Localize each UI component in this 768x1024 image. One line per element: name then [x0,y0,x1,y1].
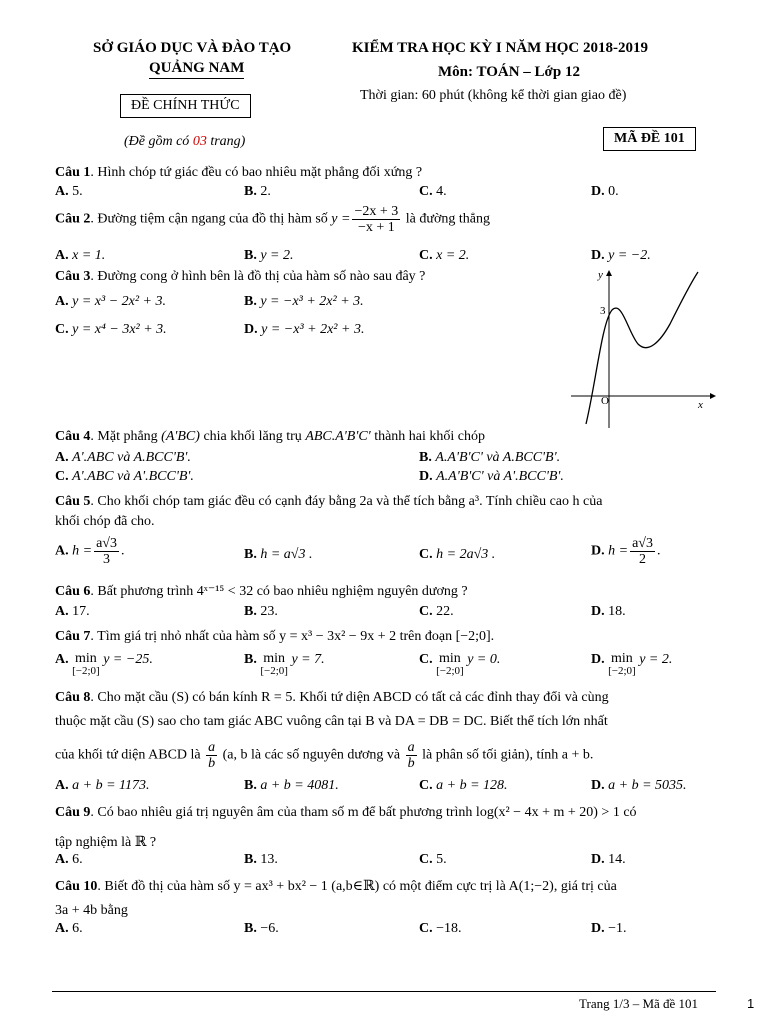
footer-page: Trang 1/3 – Mã đề 101 [579,996,699,1011]
exam-code: MÃ ĐỀ 101 [603,127,696,151]
q4-option-a: A. A'.ABC và A.BCC'B'. [55,450,191,465]
question-10-line1: Câu 10. Biết đồ thị của hàm số y = ax³ + bx² − 1 (a,b∈ℝ) có một điểm cực trị là A(1;−2), giá trị của [55,879,617,894]
footer-page-number: 1 [747,996,755,1011]
footer-rule [52,991,716,992]
question-8-line1: Câu 8. Cho mặt cầu (S) có bán kính R = 5. Khối tứ diện ABCD có tất cả các đỉnh thay đổi và cùng [55,690,609,705]
q3-graph [566,262,716,428]
graph-x-label: x [698,399,703,411]
q8-option-a: A. a + b = 1173. [55,778,150,793]
question-5-line2: khối chóp đã cho. [55,514,155,529]
q2-option-d: D. y = −2. [591,248,651,263]
graph-y-tick-3: 3 [600,305,606,317]
q1-option-a: A. 5. [55,184,83,199]
official-box: ĐỀ CHÍNH THỨC [120,94,251,118]
q3-option-a: A. y = x³ − 2x² + 3. [55,294,167,309]
question-6: Câu 6. Bất phương trình 4ˣ⁻¹⁵ < 32 có bao nhiêu nghiệm nguyên dương ? [55,584,468,599]
q2-option-b: B. y = 2. [244,248,294,263]
question-5-line1: Câu 5. Cho khối chóp tam giác đều có cạnh đáy bằng 2a và thể tích bằng a³. Tính chiều cao h của [55,494,603,509]
q3-option-b: B. y = −x³ + 2x² + 3. [244,294,364,309]
q8-option-b: B. a + b = 4081. [244,778,339,793]
q4-option-d: D. A.A'B'C' và A'.BCC'B'. [419,469,564,484]
q6-option-a: A. 17. [55,604,90,619]
question-7: Câu 7. Tìm giá trị nhỏ nhất của hàm số y = x³ − 3x² − 9x + 2 trên đoạn [−2;0]. [55,629,495,644]
question-8-line2: thuộc mặt cầu (S) sao cho tam giác ABC vuông cân tại B và DA = DB = DC. Biết thể tích lớn nhất [55,714,608,729]
q10-option-d: D. −1. [591,921,627,936]
q1-option-b: B. 2. [244,184,271,199]
q9-option-a: A. 6. [55,852,83,867]
q6-option-c: C. 22. [419,604,454,619]
pages-note: (Đề gồm có 03 trang) [124,134,246,149]
q10-option-c: C. −18. [419,921,462,936]
q2-option-c: C. x = 2. [419,248,470,263]
graph-origin-label: O [601,395,609,407]
q7-option-d: D. min [−2;0] y = 2. [591,651,673,677]
q5-option-c: C. h = 2a√3 . [419,547,496,562]
dept-line1: SỞ GIÁO DỤC VÀ ĐÀO TẠO [93,40,292,56]
q9-option-d: D. 14. [591,852,626,867]
question-8-line3: của khối tứ diện ABCD là $\frac{a}{b}$ (a, b là các số nguyên dương và $\frac{a}{b}$ là phân số tối giản), tính a + b. [55,740,594,771]
q7-option-c: C. min [−2;0] y = 0. [419,651,501,677]
question-1: Câu 1. Hình chóp tứ giác đều có bao nhiêu mặt phẳng đối xứng ? [55,165,423,180]
q9-option-c: C. 5. [419,852,447,867]
q8-option-d: D. a + b = 5035. [591,778,687,793]
q3-option-d: D. y = −x³ + 2x² + 3. [244,322,365,337]
graph-y-label: y [598,269,603,281]
question-10-line2: 3a + 4b bằng [55,903,128,918]
q1-option-c: C. 4. [419,184,447,199]
q5-option-d: D. h = $\frac{a√3}{2}$ . [591,536,661,567]
graph-y-arrow [606,270,612,276]
exam-subject: Môn: TOÁN – Lớp 12 [438,64,580,80]
q6-option-b: B. 23. [244,604,278,619]
q10-option-a: A. 6. [55,921,83,936]
question-4: Câu 4. Mặt phẳng (A'BC) chia khối lăng trụ ABC.A'B'C' thành hai khối chóp [55,429,485,444]
q4-option-b: B. A.A'B'C' và A.BCC'B'. [419,450,561,465]
exam-title: KIỂM TRA HỌC KỲ I NĂM HỌC 2018-2019 [352,40,648,56]
q6-option-d: D. 18. [591,604,626,619]
q3-option-c: C. y = x⁴ − 3x² + 3. [55,322,167,337]
q5-option-a: A. h = $\frac{a√3}{3}$ . [55,536,125,567]
exam-time: Thời gian: 60 phút (không kể thời gian giao đề) [360,88,627,103]
dept-line2: QUẢNG NAM [149,60,244,79]
q10-option-b: B. −6. [244,921,279,936]
question-2: Câu 2. Đường tiệm cận ngang của đồ thị hàm số y = $\frac{-2x + 3}{-x + 1}$ là đường thẳng [55,204,490,235]
q7-option-a: A. min [−2;0] y = −25. [55,651,153,677]
question-9-line1: Câu 9. Có bao nhiêu giá trị nguyên âm của tham số m để bất phương trình log(x² − 4x + m + 20) > 1 có [55,805,637,820]
q5-option-b: B. h = a√3 . [244,547,313,562]
question-9-line2: tập nghiệm là ℝ ? [55,835,157,850]
q9-option-b: B. 13. [244,852,278,867]
q2-option-a: A. x = 1. [55,248,106,263]
q4-option-c: C. A'.ABC và A'.BCC'B'. [55,469,194,484]
q1-option-d: D. 0. [591,184,619,199]
graph-x-arrow [710,393,716,399]
q8-option-c: C. a + b = 128. [419,778,508,793]
question-3: Câu 3. Đường cong ở hình bên là đồ thị của hàm số nào sau đây ? [55,269,426,284]
q7-option-b: B. min [−2;0] y = 7. [244,651,325,677]
